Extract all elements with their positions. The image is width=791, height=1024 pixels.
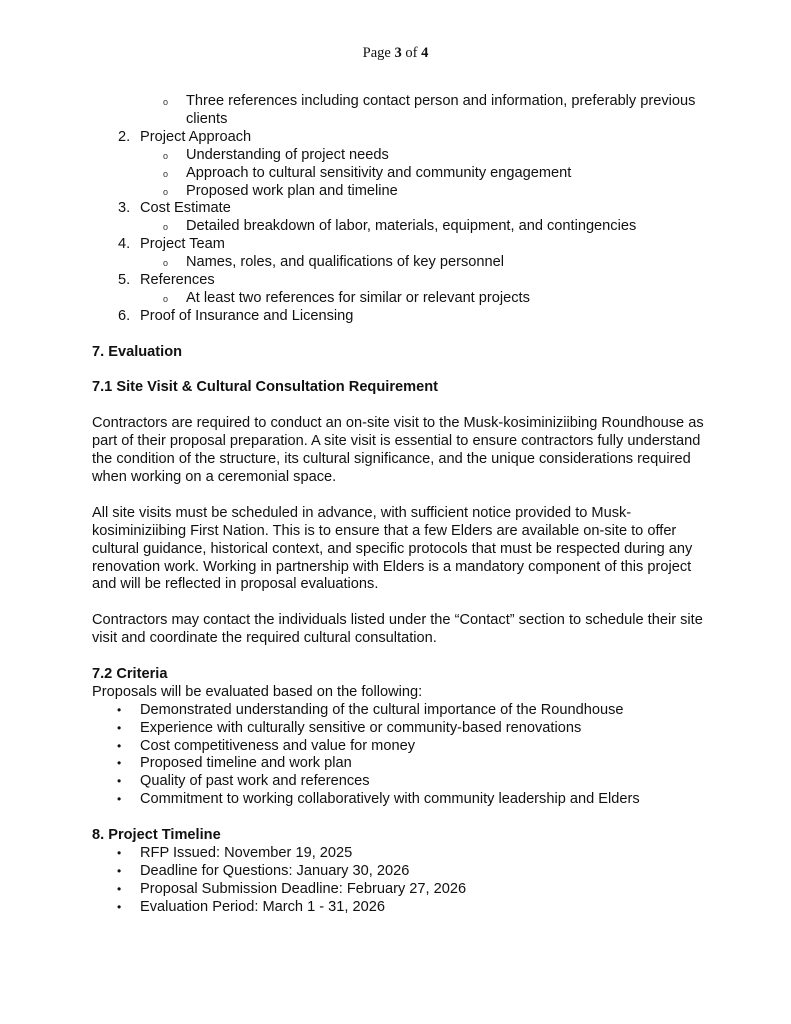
timeline-bullet: • Deadline for Questions: January 30, 2026 <box>117 862 410 879</box>
criteria-bullet: • Proposed timeline and work plan <box>117 755 352 772</box>
criteria-bullet: • Commitment to working collaboratively with community leadership and Elders <box>117 791 640 808</box>
bullet-icon: • <box>117 702 122 717</box>
circle-bullet-icon: o <box>163 258 169 269</box>
list-sub-item: o Names, roles, and qualifications of key personnel <box>92 254 712 272</box>
bullet-icon: • <box>117 720 122 735</box>
bullet-icon: • <box>117 756 122 771</box>
page-current: 3 <box>394 45 402 61</box>
section-heading-evaluation: 7. Evaluation <box>92 343 183 360</box>
criteria-intro: Proposals will be evaluated based on the following: <box>92 683 423 700</box>
bullet-icon: • <box>117 774 122 789</box>
bullet-icon: • <box>117 863 122 878</box>
circle-bullet-icon: o <box>163 222 169 233</box>
circle-bullet-icon: o <box>163 97 169 107</box>
paragraph: All site visits must be scheduled in advance, with sufficient notice provided to Musk-kosiminiziibing First Nation. This is to ensure that a few Elders are available on-site to offer cultural guidance, historical context, and specific protocols that must be respected during any renovation work. Working in partnership with Elders is a mandatory component of this project and will be reflected in proposal evaluations. <box>92 504 693 593</box>
criteria-bullet: • Quality of past work and references <box>117 773 370 790</box>
list-item-references: 5. References <box>118 272 215 289</box>
paragraph: Contractors are required to conduct an on-site visit to the Musk-kosiminiziibing Roundhouse as part of their proposal preparation. A site visit is essential to ensure contractors fully understand the condition of the structure, its cultural significance, and the unique considerations required when working on a ceremonial space. <box>92 415 704 485</box>
circle-bullet-icon: o <box>163 186 169 197</box>
list-sub-item: o Understanding of project needs <box>92 147 712 165</box>
circle-bullet-icon: o <box>163 168 169 179</box>
list-item-cost-estimate: 3. Cost Estimate <box>118 200 231 217</box>
list-sub-item: o Proposed work plan and timeline <box>92 183 712 201</box>
timeline-bullet: • Evaluation Period: March 1 - 31, 2026 <box>117 898 385 915</box>
page-of: of <box>405 45 418 61</box>
criteria-bullet: • Experience with culturally sensitive or community-based renovations <box>117 719 582 736</box>
page-header <box>0 45 791 62</box>
subsection-heading-criteria: 7.2 Criteria <box>92 665 168 682</box>
list-item-project-approach: 2. Project Approach <box>118 128 252 145</box>
circle-bullet-icon: o <box>163 150 169 161</box>
section-heading-project-timeline: 8. Project Timeline <box>92 827 221 844</box>
document-body <box>92 93 712 917</box>
timeline-bullet: • RFP Issued: November 19, 2025 <box>117 844 353 861</box>
bullet-icon: • <box>117 738 122 753</box>
bullet-icon: • <box>117 845 122 860</box>
bullet-icon: • <box>117 881 122 896</box>
page-total: 4 <box>421 45 429 61</box>
circle-bullet-icon: o <box>163 293 169 304</box>
bullet-icon: • <box>117 792 122 807</box>
list-sub-item: o Approach to cultural sensitivity and community engagement <box>92 165 712 183</box>
page-prefix: Page <box>362 45 391 61</box>
subsection-heading-site-visit: 7.1 Site Visit & Cultural Consultation Requirement <box>92 379 438 396</box>
paragraph: Contractors may contact the individuals listed under the “Contact” section to schedule their site visit and coordinate the required cultural consultation. <box>92 612 703 647</box>
timeline-bullet: • Proposal Submission Deadline: February 27, 2026 <box>117 880 467 897</box>
criteria-bullet: • Demonstrated understanding of the cultural importance of the Roundhouse <box>117 701 624 718</box>
bullet-icon: • <box>117 899 122 914</box>
list-sub-item: o Detailed breakdown of labor, materials, equipment, and contingencies <box>92 218 712 236</box>
list-sub-item: o Three references including contact person and information, preferably previous clients <box>163 93 696 127</box>
list-sub-item: o At least two references for similar or relevant projects <box>92 290 712 308</box>
criteria-bullet: • Cost competitiveness and value for money <box>117 737 415 754</box>
list-item-project-team: 4. Project Team <box>118 236 225 253</box>
list-item-insurance: 6. Proof of Insurance and Licensing <box>118 307 354 324</box>
